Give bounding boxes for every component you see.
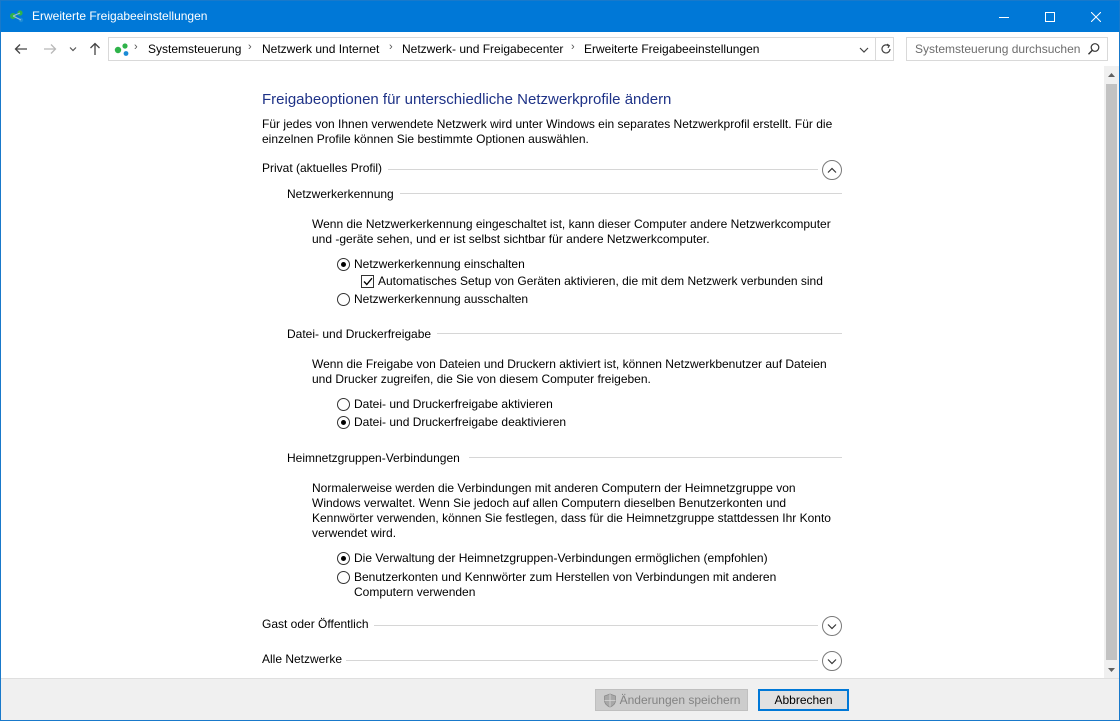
scroll-up-arrow-icon xyxy=(1108,73,1115,77)
divider xyxy=(388,169,818,170)
intro-text-line: einzelnen Profile können Sie bestimmte Optionen auswählen. xyxy=(262,132,589,146)
vertical-scrollbar[interactable] xyxy=(1104,66,1119,678)
homegroup-accounts-label-line[interactable]: Computern verwenden xyxy=(354,585,476,599)
save-changes-label: Änderungen speichern xyxy=(619,693,741,707)
description-line: Normalerweise werden die Verbindungen mit anderen Computern der Heimnetzgruppe von xyxy=(312,481,796,495)
cancel-button[interactable] xyxy=(758,689,849,711)
close-icon xyxy=(1091,12,1101,22)
discovery-off-option[interactable] xyxy=(337,292,528,307)
breadcrumb-erweiterte-freigabe[interactable]: Erweiterte Freigabeeinstellungen xyxy=(584,42,760,56)
window-title: Erweiterte Freigabeeinstellungen xyxy=(32,9,208,23)
homegroup-accounts-option[interactable] xyxy=(337,570,776,600)
discovery-off-radio[interactable] xyxy=(337,293,350,306)
expand-all-button[interactable] xyxy=(822,651,842,671)
scroll-down-arrow-icon xyxy=(1108,668,1115,672)
arrow-left-icon xyxy=(14,43,28,55)
intro-text-line: Für jedes von Ihnen verwendete Netzwerk wird unter Windows ein separates Netzwerkprofil erstellt. Für die xyxy=(262,117,833,131)
chevron-down-icon xyxy=(827,623,837,630)
expand-guest-button[interactable] xyxy=(822,616,842,636)
sharing-on-option[interactable] xyxy=(337,397,553,412)
homegroup-accounts-radio[interactable] xyxy=(337,571,350,584)
discovery-off-label[interactable]: Netzwerkerkennung ausschalten xyxy=(354,292,529,306)
auto-setup-checkbox[interactable] xyxy=(361,275,374,288)
content-area xyxy=(1,66,1104,678)
network-app-icon xyxy=(9,9,25,23)
scroll-thumb[interactable] xyxy=(1106,84,1117,660)
address-bar[interactable] xyxy=(108,37,894,61)
chevron-right-icon: › xyxy=(134,41,138,53)
auto-setup-label[interactable]: Automatisches Setup von Geräten aktivieren, die mit dem Netzwerk verbunden sind xyxy=(378,274,823,288)
page-title: Freigabeoptionen für unterschiedliche Netzwerkprofile ändern xyxy=(262,91,672,108)
homegroup-accounts-label[interactable] xyxy=(354,570,776,600)
maximize-icon xyxy=(1045,12,1055,22)
description-line: Wenn die Netzwerkerkennung eingeschaltet ist, kann dieser Computer andere Netzwerkcomputer xyxy=(312,217,831,231)
sharing-off-radio[interactable] xyxy=(337,416,350,429)
save-changes-button[interactable] xyxy=(595,689,748,711)
sharing-off-label[interactable]: Datei- und Druckerfreigabe deaktivieren xyxy=(354,415,567,429)
chevron-down-icon xyxy=(69,46,77,52)
sharing-heading: Datei- und Druckerfreigabe xyxy=(287,327,432,341)
sharing-description xyxy=(312,357,827,387)
discovery-heading: Netzwerkerkennung xyxy=(287,187,394,201)
divider xyxy=(437,333,842,334)
navigation-bar xyxy=(1,32,1119,66)
divider xyxy=(400,193,842,194)
sharing-off-option[interactable] xyxy=(337,415,566,430)
chevron-down-icon xyxy=(827,658,837,665)
checkmark-icon xyxy=(363,277,373,286)
back-button[interactable] xyxy=(12,40,30,58)
homegroup-windows-label[interactable]: Die Verwaltung der Heimnetzgruppen-Verbindungen ermöglichen (empfohlen) xyxy=(354,551,768,565)
refresh-icon xyxy=(880,43,892,55)
search-icon[interactable] xyxy=(1087,42,1101,56)
breadcrumb-systemsteuerung[interactable]: Systemsteuerung xyxy=(148,42,242,56)
chevron-right-icon: › xyxy=(248,41,252,53)
chevron-right-icon: › xyxy=(571,41,575,53)
footer-bar xyxy=(1,678,1119,720)
refresh-button[interactable] xyxy=(875,38,895,60)
sharing-on-radio[interactable] xyxy=(337,398,350,411)
divider xyxy=(346,660,818,661)
profile-all-header[interactable]: Alle Netzwerke xyxy=(262,652,343,666)
up-button[interactable] xyxy=(86,40,104,58)
description-line: Kennwörter verwenden, können Sie festlegen, dass für die Heimnetzgruppe stattdessen Ihr Konto xyxy=(312,511,831,525)
scroll-down-button[interactable] xyxy=(1104,661,1119,678)
intro-text xyxy=(262,117,832,147)
shield-icon xyxy=(603,693,617,708)
homegroup-accounts-label-line[interactable]: Benutzerkonten und Kennwörter zum Herstellen von Verbindungen mit anderen xyxy=(354,570,777,584)
homegroup-windows-option[interactable] xyxy=(337,551,768,566)
chevron-up-icon xyxy=(827,167,837,174)
divider xyxy=(469,457,842,458)
homegroup-description xyxy=(312,481,831,541)
chevron-right-icon: › xyxy=(389,41,393,53)
discovery-on-label[interactable]: Netzwerkerkennung einschalten xyxy=(354,257,525,271)
minimize-button[interactable] xyxy=(981,1,1027,32)
search-box[interactable] xyxy=(906,37,1108,61)
breadcrumb-netzwerk-internet[interactable]: Netzwerk und Internet xyxy=(262,42,380,56)
cancel-label: Abbrechen xyxy=(774,693,833,707)
scroll-up-button[interactable] xyxy=(1104,66,1119,83)
description-line: und Drucker zugreifen, die Sie von diesem Computer freigeben. xyxy=(312,372,651,386)
profile-guest-header[interactable]: Gast oder Öffentlich xyxy=(262,617,369,631)
minimize-icon xyxy=(999,12,1009,22)
maximize-button[interactable] xyxy=(1027,1,1073,32)
description-line: und -geräte sehen, und er ist selbst sichtbar für andere Netzwerkcomputer. xyxy=(312,232,710,246)
discovery-description xyxy=(312,217,831,247)
homegroup-windows-radio[interactable] xyxy=(337,552,350,565)
breadcrumb-freigabecenter[interactable]: Netzwerk- und Freigabecenter xyxy=(402,42,564,56)
description-line: verwendet wird. xyxy=(312,526,397,540)
discovery-on-radio[interactable] xyxy=(337,258,350,271)
sharing-on-label[interactable]: Datei- und Druckerfreigabe aktivieren xyxy=(354,397,553,411)
auto-setup-option[interactable] xyxy=(361,274,823,289)
recent-locations-button[interactable] xyxy=(66,40,80,58)
forward-button[interactable] xyxy=(41,40,59,58)
description-line: Windows verwaltet. Wenn Sie jedoch auf allen Computern dieselben Benutzerkonten und xyxy=(312,496,787,510)
discovery-on-option[interactable] xyxy=(337,257,525,272)
arrow-up-icon xyxy=(89,42,101,56)
homegroup-heading: Heimnetzgruppen-Verbindungen xyxy=(287,451,460,465)
description-line: Wenn die Freigabe von Dateien und Druckern aktiviert ist, können Netzwerkbenutzer auf Dateien xyxy=(312,357,827,371)
chevron-down-icon[interactable] xyxy=(857,43,871,57)
title-bar[interactable] xyxy=(1,1,1119,32)
profile-private-header[interactable]: Privat (aktuelles Profil) xyxy=(262,161,383,175)
search-input[interactable] xyxy=(907,38,1082,60)
network-icon xyxy=(113,42,131,57)
close-button[interactable] xyxy=(1073,1,1119,32)
arrow-right-icon xyxy=(43,43,57,55)
collapse-private-button[interactable] xyxy=(822,160,842,180)
divider xyxy=(374,625,818,626)
